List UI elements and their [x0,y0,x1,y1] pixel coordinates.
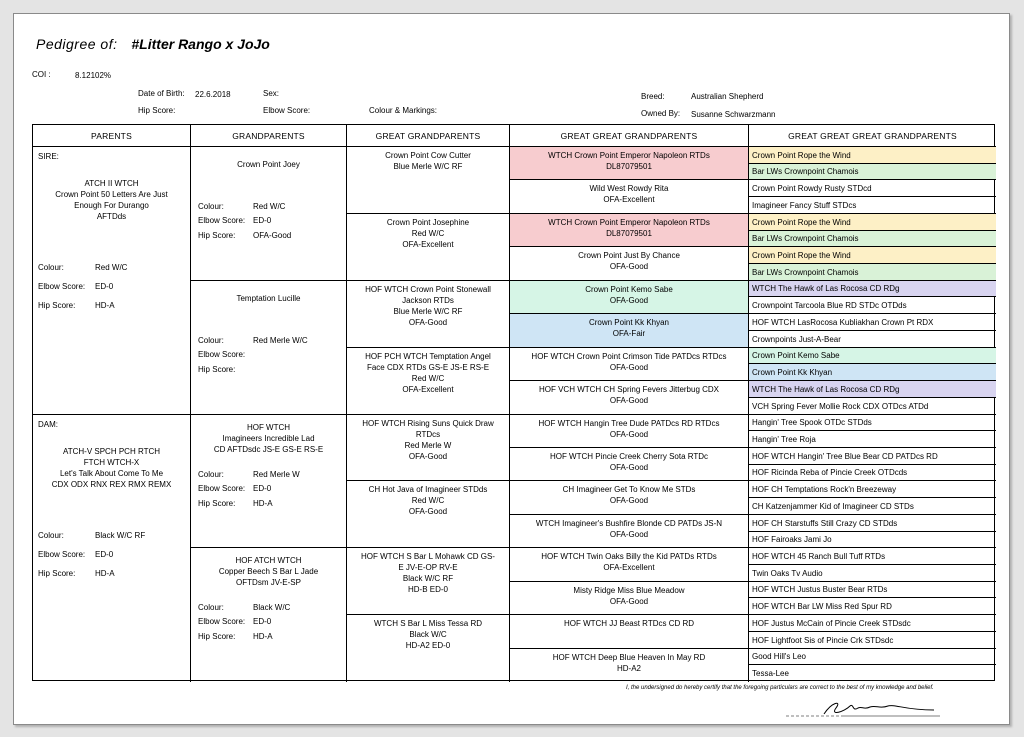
dog-name: #Litter Rango x JoJo [131,36,270,52]
gg-grandparent-cell: CH Imagineer Get To Know Me STDs OFA-Good [510,481,749,515]
colour-value: Red W/C [95,263,128,272]
gg-grandparent-cell: Wild West Rowdy Rita OFA-Excellent [510,180,749,214]
elbow-value: ED-0 [253,216,272,225]
grandparent-name: HOF WTCH Imagineers Incredible Lad CD AFTDsdc JS-E GS-E RS-E [213,423,324,454]
ggg-grandparent-cell: Hangin' Tree Roja [749,431,996,448]
ggg-grandparent-cell: HOF CH Starstuffs Still Crazy CD STDds [749,515,996,532]
great-grandparent-cell: HOF PCH WTCH Temptation Angel Face CDX RTDs GS-E JS-E RS-E Red W/C OFA-Excellent [347,348,510,415]
hip-value: OFA-Good [253,231,292,240]
pedigree-label: Pedigree of: [36,36,118,52]
great-grandparent-cell: CH Hot Java of Imagineer STDds Red W/C OFA-Good [347,481,510,548]
coi-label: COI : [32,70,51,79]
parent-name: ATCH II WTCH Crown Point 50 Letters Are Just Enough For Durango AFTDds [55,179,168,221]
elbow-label: Elbow Score: [198,617,246,626]
pedigree-sheet [13,13,1010,725]
ggg-grandparent-cell: HOF WTCH Hangin' Tree Blue Bear CD PATDcs RD [749,448,996,465]
page-title [36,36,270,52]
ggg-grandparent-cell: Twin Oaks Tv Audio [749,565,996,582]
breed-label: Breed: [641,92,665,101]
gg-grandparent-cell: WTCH Crown Point Emperor Napoleon RTDs DL87079501 [510,214,749,247]
ggg-grandparent-cell: VCH Spring Fever Mollie Rock CDX OTDcs ATDd [749,398,996,415]
parent-role: DAM: [38,420,58,429]
hip-score-label: Hip Score: [138,106,176,115]
ggg-grandparent-cell: Crown Point Rowdy Rusty STDcd [749,180,996,197]
great-grandparent-cell: Crown Point Josephine Red W/C OFA-Excellent [347,214,510,281]
header-ggg-grandparents: GREAT GREAT GREAT GRANDPARENTS [749,125,996,147]
ggg-grandparent-cell: HOF WTCH Bar LW Miss Red Spur RD [749,598,996,615]
ggg-grandparent-cell: Good Hill's Leo [749,649,996,665]
ggg-grandparent-cell: Hangin' Tree Spook OTDc STDds [749,415,996,431]
grandparent-cell [191,281,347,415]
ggg-grandparent-cell: HOF Fairoaks Jami Jo [749,532,996,548]
ggg-grandparent-cell: Crownpoints Just-A-Bear [749,331,996,348]
colour-label: Colour: [198,336,224,345]
ggg-grandparent-cell: HOF Lightfoot Sis of Pincie Crk STDsdc [749,632,996,649]
gg-grandparent-cell: HOF WTCH Hangin Tree Dude PATDcs RD RTDcs OFA-Good [510,415,749,448]
ggg-grandparent-cell: Tessa-Lee [752,669,789,678]
ggg-grandparent-cell: Crown Point Rope the Wind [749,147,996,164]
sire-cell [33,147,191,415]
ggg-grandparent-cell: HOF WTCH 45 Ranch Bull Tuff RTDs [749,548,996,565]
coi-value: 8.12102% [75,71,112,80]
ggg-grandparent-cell: Bar LWs Crownpoint Chamois [749,264,996,281]
ggg-grandparent-cell: WTCH The Hawk of Las Rocosa CD RDg [749,281,996,297]
colour-label: Colour: [198,202,224,211]
gg-grandparent-cell: HOF WTCH Deep Blue Heaven In May RD HD-A2 [510,649,749,682]
elbow-value: ED-0 [95,550,114,559]
signature-image [784,694,944,720]
elbow-value: ED-0 [253,617,272,626]
colour-markings-label: Colour & Markings: [369,106,438,115]
elbow-value: ED-0 [253,484,272,493]
ggg-grandparent-cell: Crown Point Kemo Sabe [749,348,996,364]
hip-value: HD-A [253,499,273,508]
great-grandparent-cell: Crown Point Cow Cutter Blue Merle W/C RF [347,147,510,214]
ggg-grandparent-cell: HOF Ricinda Reba of Pincie Creek OTDcds [749,465,996,481]
ggg-grandparent-cell: HOF WTCH Justus Buster Bear RTDs [749,582,996,598]
great-grandparent-cell: WTCH S Bar L Miss Tessa RD Black W/C HD-A2 ED-0 [347,615,510,682]
ggg-grandparent-cell: WTCH The Hawk of Las Rocosa CD RDg [749,381,996,398]
grandparent-name: Crown Point Joey [237,160,300,169]
gg-grandparent-cell: HOF WTCH JJ Beast RTDcs CD RD [510,615,749,649]
ggg-grandparent-cell: Crown Point Kk Khyan [749,364,996,381]
elbow-label: Elbow Score: [198,350,246,359]
elbow-label: Elbow Score: [198,484,246,493]
dob-value: 22.6.2018 [195,90,231,99]
elbow-label: Elbow Score: [38,550,86,559]
owner-value: Susanne Schwarzmann [691,110,776,119]
gg-grandparent-cell: HOF WTCH Crown Point Crimson Tide PATDcs RTDcs OFA-Good [510,348,749,381]
colour-value: Red Merle W [253,470,300,479]
colour-value: Red W/C [253,202,286,211]
ggg-grandparent-cell: Crown Point Rope the Wind [749,247,996,264]
grandparent-name: HOF ATCH WTCH Copper Beech S Bar L Jade OFTDsm JV-E-SP [218,556,319,587]
ggg-grandparent-cell: HOF Justus McCain of Pincie Creek STDsdc [749,615,996,632]
gg-grandparent-cell: Crown Point Kemo Sabe OFA-Good [510,281,749,314]
gg-grandparent-cell: WTCH Imagineer's Bushfire Blonde CD PATDs JS-N OFA-Good [510,515,749,548]
pedigree-table [32,124,995,681]
elbow-label: Elbow Score: [198,216,246,225]
hip-value: HD-A [95,301,115,310]
ggg-grandparent-cell: Bar LWs Crownpoint Chamois [749,231,996,247]
hip-label: Hip Score: [38,301,76,310]
hip-label: Hip Score: [198,231,236,240]
hip-label: Hip Score: [198,499,236,508]
colour-label: Colour: [198,470,224,479]
header-grandparents: GRANDPARENTS [191,125,347,147]
gg-grandparent-cell: Crown Point Kk Khyan OFA-Fair [510,314,749,348]
gg-grandparent-cell: HOF VCH WTCH CH Spring Fevers Jitterbug CDX OFA-Good [510,381,749,415]
certification-text: I, the undersigned do hereby certify that the foregoing particulars are correct to the best of my knowledge and belief. [626,685,934,691]
hip-label: Hip Score: [38,569,76,578]
ggg-grandparent-cell: Imagineer Fancy Stuff STDcs [749,197,996,214]
ggg-grandparent-cell: HOF CH Temptations Rock'n Breezeway [749,481,996,498]
header-gg-grandparents: GREAT GREAT GRANDPARENTS [510,125,749,147]
ggg-grandparent-cell: Crownpoint Tarcoola Blue RD STDc OTDds [749,297,996,314]
ggg-grandparent-cell: Crown Point Rope the Wind [749,214,996,231]
ggg-grandparent-cell: CH Katzenjammer Kid of Imagineer CD STDs [749,498,996,515]
hip-label: Hip Score: [198,365,236,374]
breed-value: Australian Shepherd [691,92,764,101]
sex-label: Sex: [263,89,280,98]
colour-value: Black W/C RF [95,531,146,540]
grandparent-cell [191,548,347,682]
great-grandparent-cell: HOF WTCH Crown Point Stonewall Jackson RTDs Blue Merle W/C RF OFA-Good [347,281,510,348]
grandparent-cell [191,147,347,281]
hip-value: HD-A [95,569,115,578]
colour-value: Red Merle W/C [253,336,308,345]
grandparent-cell [191,415,347,548]
elbow-score-label: Elbow Score: [263,106,311,115]
header-great-grandparents: GREAT GRANDPARENTS [347,125,510,147]
hip-value: HD-A [253,632,273,641]
ggg-grandparent-cell: HOF WTCH LasRocosa Kubliakhan Crown Pt RDX [749,314,996,331]
great-grandparent-cell: HOF WTCH Rising Suns Quick Draw RTDcs Red Merle W OFA-Good [347,415,510,481]
dob-label: Date of Birth: [138,89,185,98]
elbow-value: ED-0 [95,282,114,291]
grandparent-name: Temptation Lucille [236,294,301,303]
owner-label: Owned By: [641,109,681,118]
colour-label: Colour: [198,603,224,612]
gg-grandparent-cell: WTCH Crown Point Emperor Napoleon RTDs DL87079501 [510,147,749,180]
gg-grandparent-cell: Crown Point Just By Chance OFA-Good [510,247,749,281]
colour-label: Colour: [38,531,64,540]
dam-cell [33,415,191,682]
parent-role: SIRE: [38,152,59,161]
gg-grandparent-cell: HOF WTCH Pincie Creek Cherry Sota RTDc OFA-Good [510,448,749,481]
elbow-label: Elbow Score: [38,282,86,291]
colour-label: Colour: [38,263,64,272]
ggg-grandparent-cell: Bar LWs Crownpoint Chamois [749,164,996,180]
parent-name: ATCH-V SPCH PCH RTCH FTCH WTCH-X Let's Talk About Come To Me CDX ODX RNX REX RMX REMX [51,447,172,489]
gg-grandparent-cell: HOF WTCH Twin Oaks Billy the Kid PATDs RTDs OFA-Excellent [510,548,749,582]
gg-grandparent-cell: Misty Ridge Miss Blue Meadow OFA-Good [510,582,749,615]
great-grandparent-cell: HOF WTCH S Bar L Mohawk CD GS- E JV-E-OP RV-E Black W/C RF HD-B ED-0 [347,548,510,615]
header-parents: PARENTS [33,125,191,147]
hip-label: Hip Score: [198,632,236,641]
colour-value: Black W/C [253,603,291,612]
